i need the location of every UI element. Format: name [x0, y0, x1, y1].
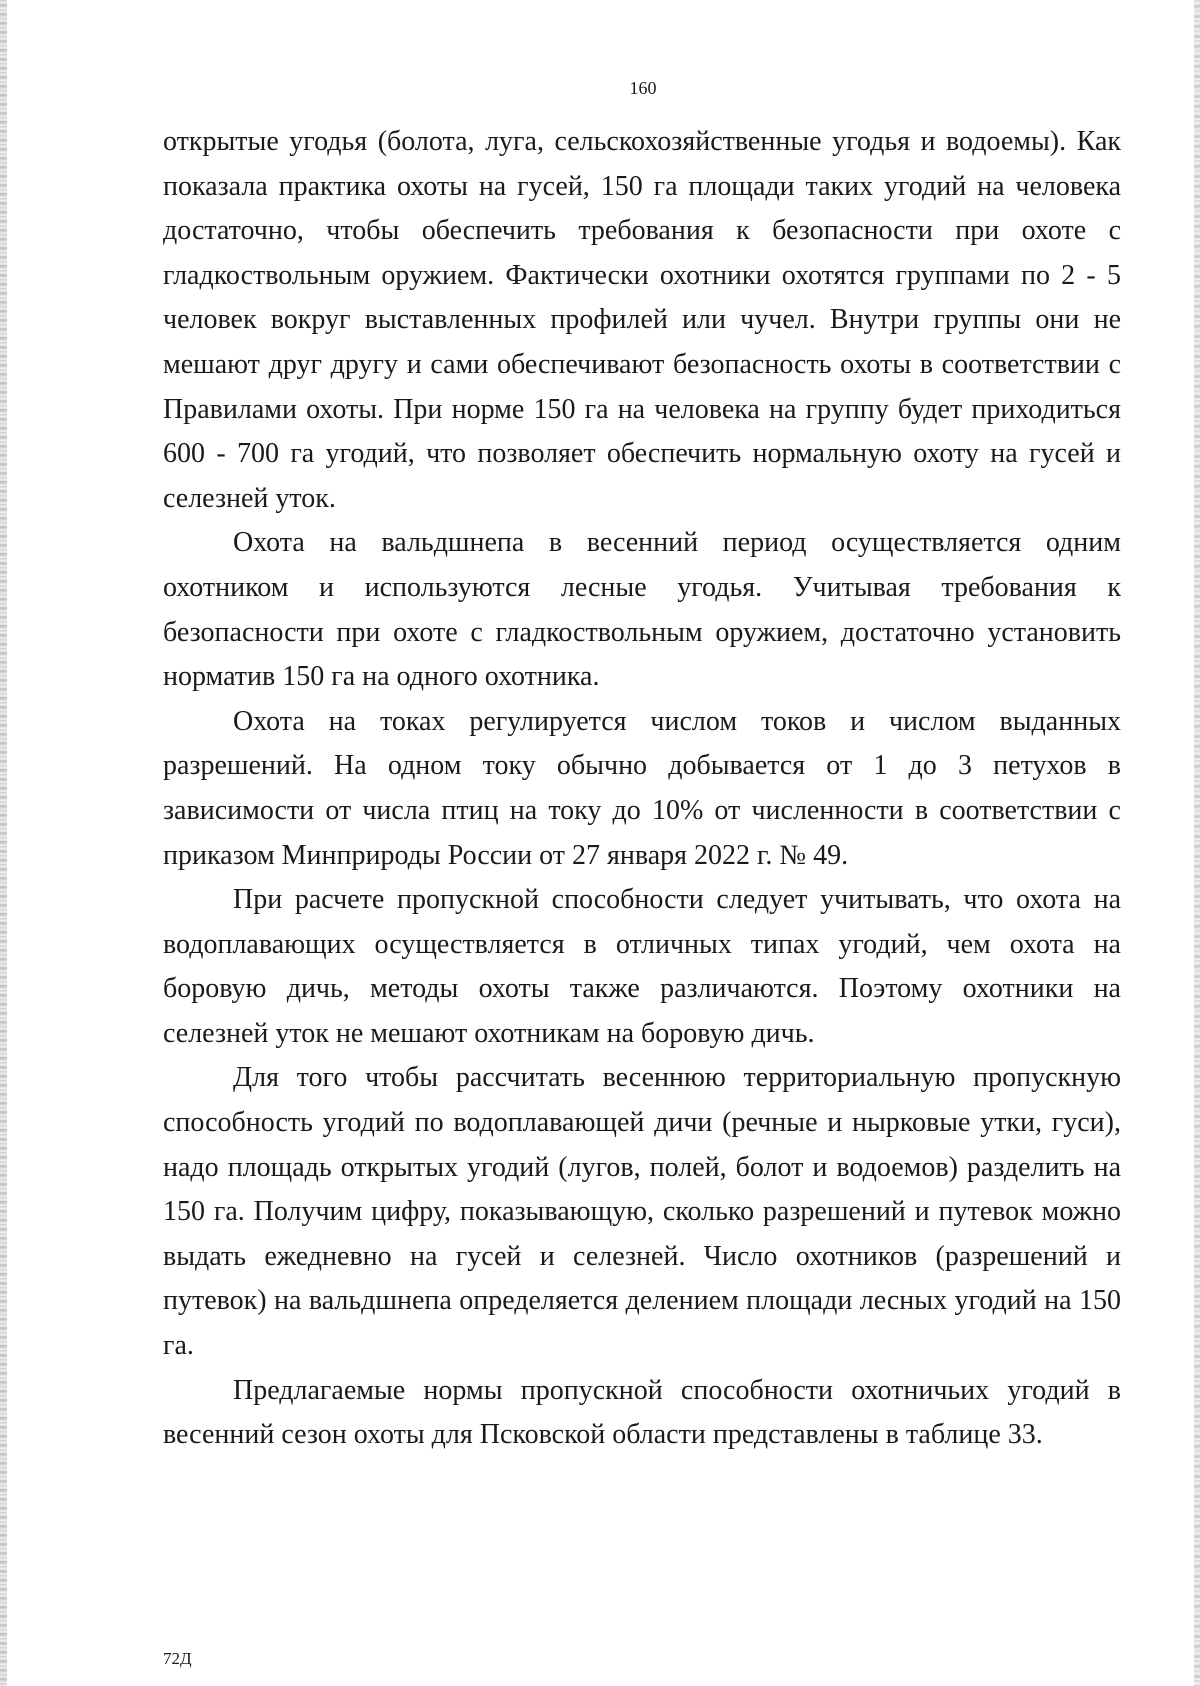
- paragraph-1: открытые угодья (болота, луга, сельскохозяйственные угодья и водоемы). Как показала практика охоты на гусей, 150 га площади таких угодий на человека достаточно, чтобы обеспечить требования к безопасности при охоте с гладкоствольным оружием. Фактически охотники охотятся группами по 2 - 5 человек вокруг выставленных профилей или чучел. Внутри группы они не мешают друг другу и сами обеспечивают безопасность охоты в соответствии с Правилами охоты. При норме 150 га на человека на группу будет приходиться 600 - 700 га угодий, что позволяет обеспечить нормальную охоту на гусей и селезней уток.: [163, 126, 1121, 514]
- paragraph-4: При расчете пропускной способности следует учитывать, что охота на водоплавающих осуществляется в отличных типах угодий, чем охота на боровую дичь, методы охоты также различаются. Поэтому охотники на селезней уток не мешают охотникам на боровую дичь.: [163, 884, 1121, 1049]
- paragraph-3: Охота на токах регулируется числом токов и числом выданных разрешений. На одном току обычно добывается от 1 до 3 петухов в зависимости от числа птиц на току до 10% от численности в соответствии с приказом Минприроды России от 27 января 2022 г. № 49.: [163, 705, 1121, 871]
- footer-code: 72Д: [163, 1649, 192, 1668]
- paragraph-2: Охота на вальдшнепа в весенний период осуществляется одним охотником и используются лесные угодья. Учитывая требования к безопасности при охоте с гладкоствольным оружием, достаточно установить норматив 150 га на одного охотника.: [163, 527, 1121, 693]
- document-body: [163, 120, 1121, 1458]
- paragraph-6: Предлагаемые нормы пропускной способности охотничьих угодий в весенний сезон охоты для Псковской области представлены в таблице 33.: [163, 1374, 1121, 1451]
- scan-edge-left: [0, 0, 7, 1686]
- paragraph-5: Для того чтобы рассчитать весеннюю территориальную пропускную способность угодий по водоплавающей дичи (речные и нырковые утки, гуси), надо площадь открытых угодий (лугов, полей, болот и водоемов) разделить на 150 га. Получим цифру, показывающую, сколько разрешений и путевок можно выдать ежедневно на гусей и селезней. Число охотников (разрешений и путевок) на вальдшнепа определяется делением площади лесных угодий на 150 га.: [163, 1062, 1121, 1362]
- scan-edge-right: [1194, 0, 1200, 1686]
- page-number: 160: [629, 78, 657, 98]
